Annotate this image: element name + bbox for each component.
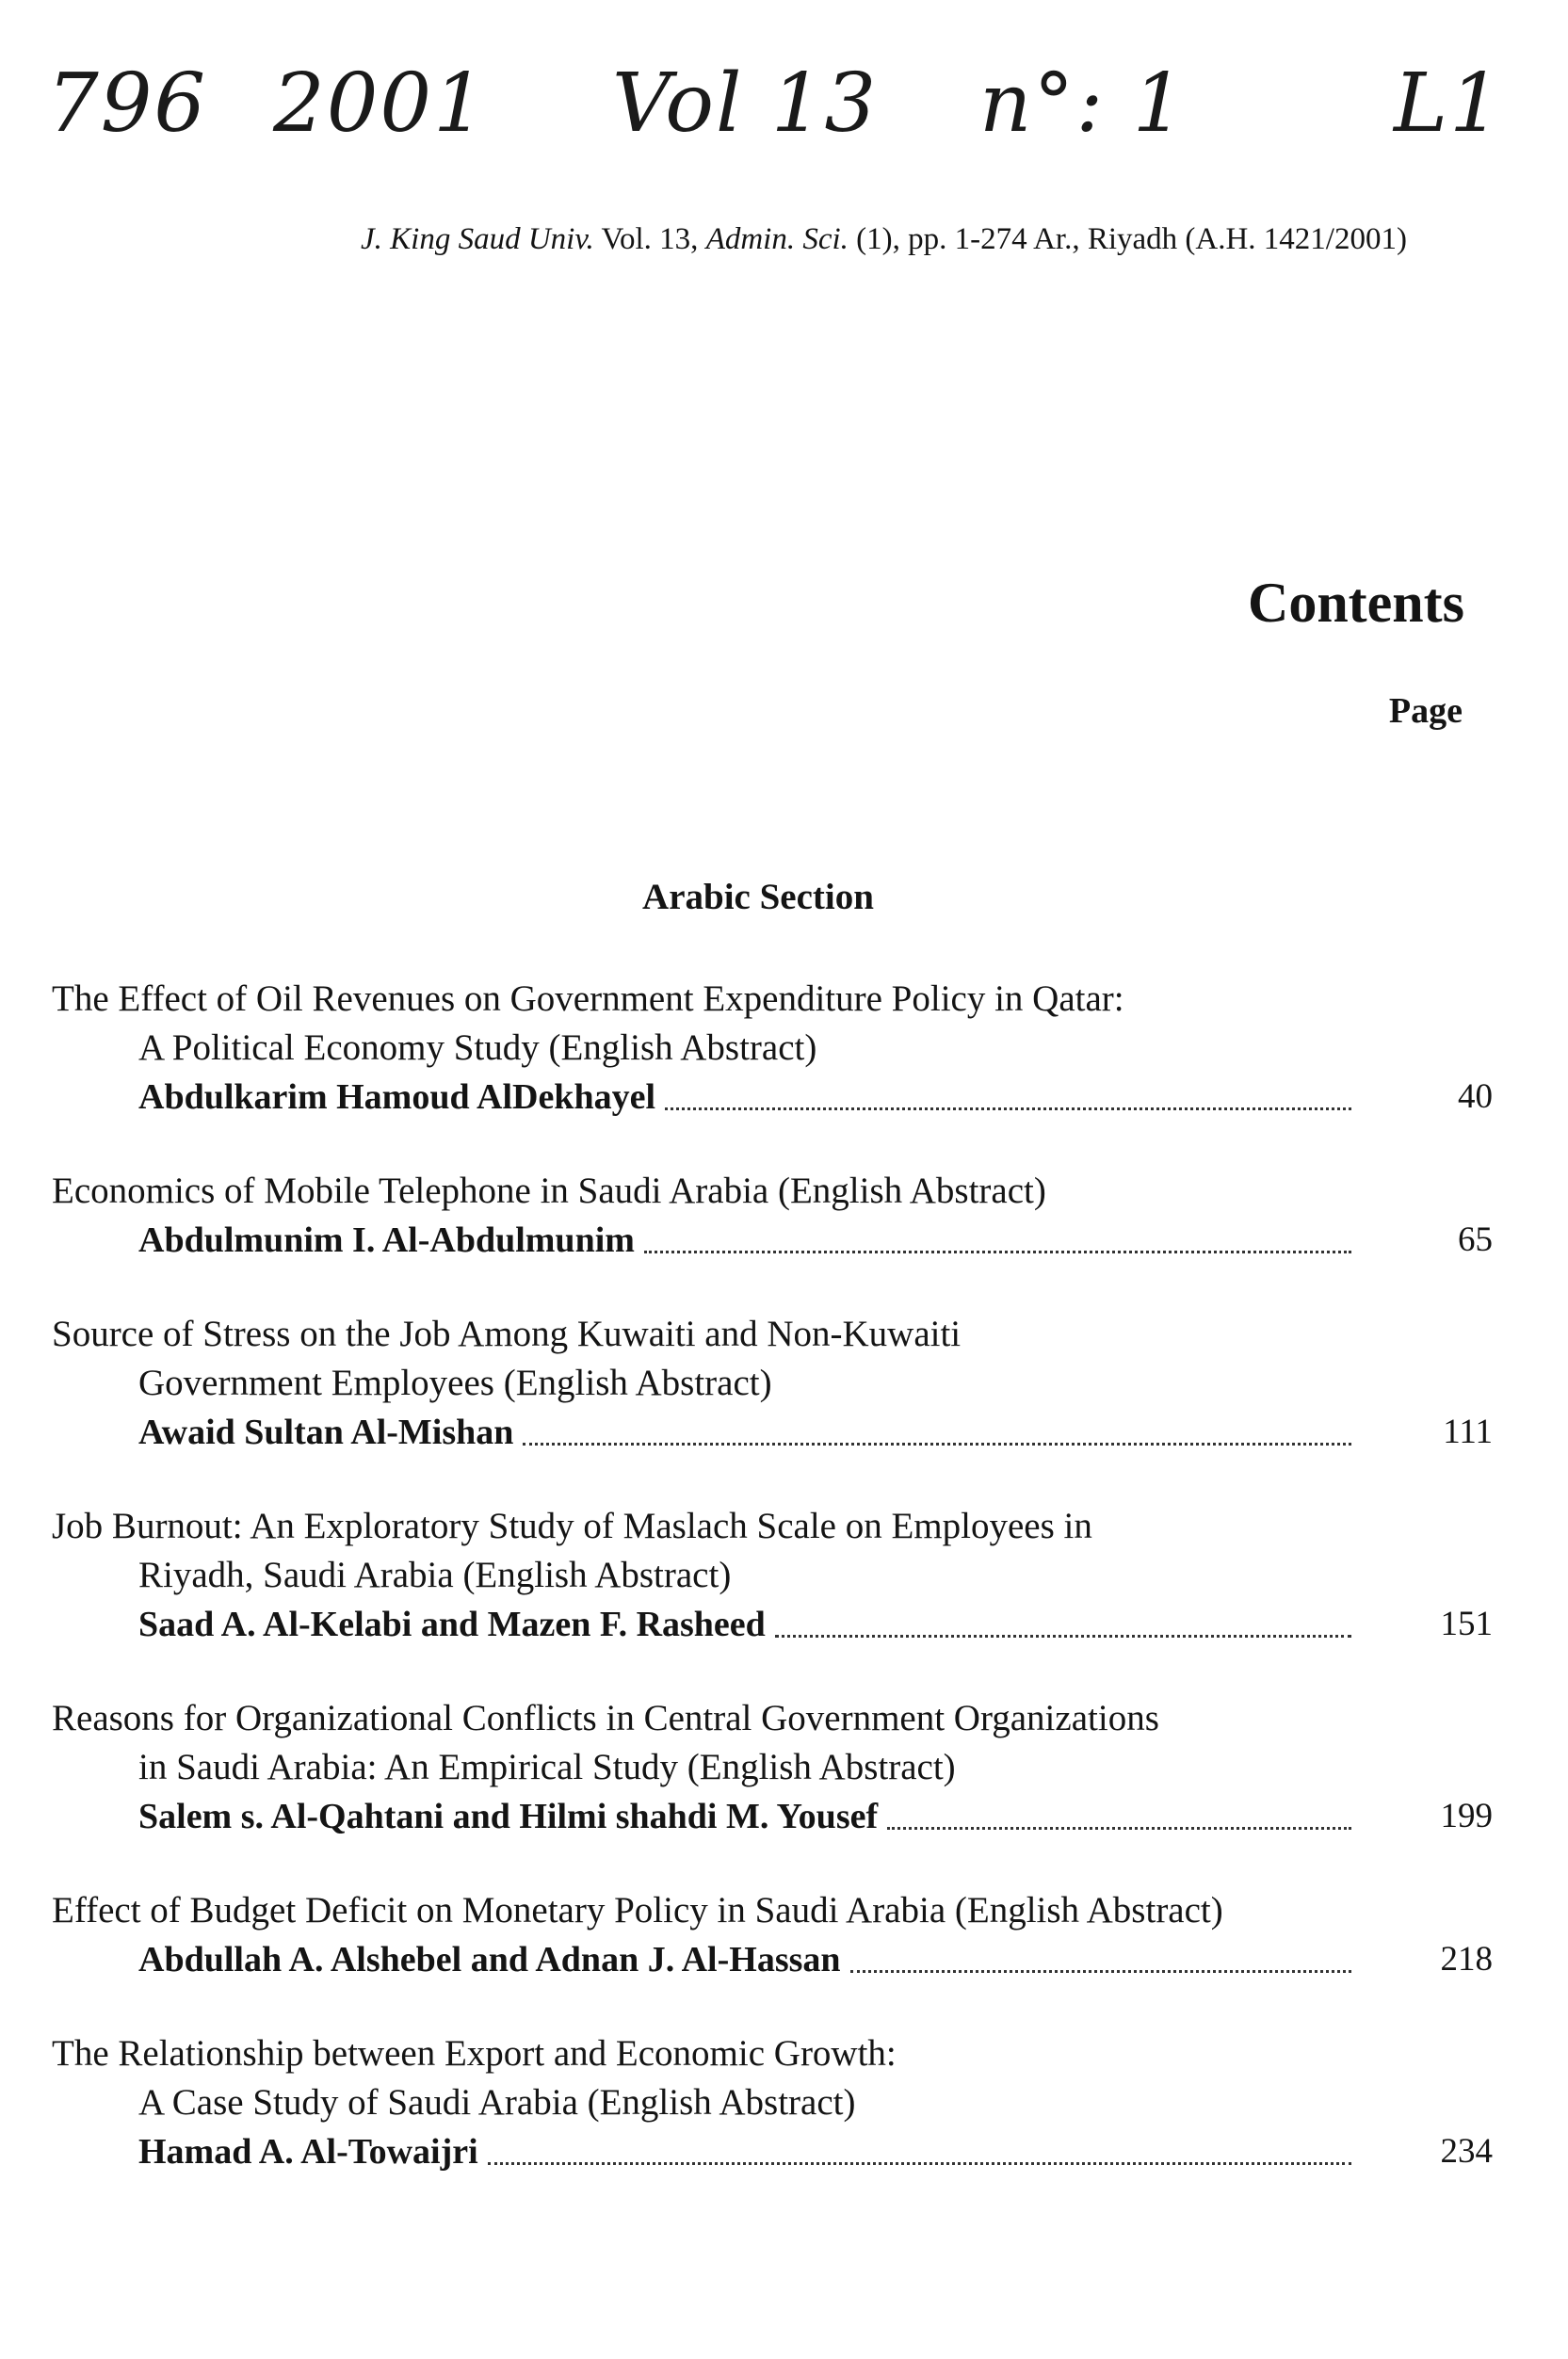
entry-title-line: in Saudi Arabia: An Empirical Study (English Abstract) bbox=[138, 1747, 956, 1787]
journal-details: (1), pp. 1-274 Ar., Riyadh (A.H. 1421/2001) bbox=[856, 222, 1407, 256]
entry-page-number: 65 bbox=[1458, 1220, 1493, 1259]
entry-authors: Saad A. Al-Kelabi and Mazen F. Rasheed bbox=[138, 1605, 766, 1644]
entry-title-line: Economics of Mobile Telephone in Saudi Arabia (English Abstract) bbox=[52, 1171, 1046, 1211]
entry-author-row bbox=[52, 1216, 1493, 1265]
entry-title-line: The Effect of Oil Revenues on Government Expenditure Policy in Qatar: bbox=[52, 978, 1124, 1019]
page-column-label: Page bbox=[1388, 691, 1463, 731]
entry-page-number: 40 bbox=[1458, 1077, 1493, 1116]
journal-citation bbox=[361, 222, 1472, 257]
entry-page-number: 199 bbox=[1440, 1797, 1493, 1835]
dot-leader bbox=[523, 1443, 1351, 1446]
entry-page-number: 111 bbox=[1443, 1413, 1493, 1451]
dot-leader bbox=[887, 1827, 1351, 1830]
entry-authors: Salem s. Al-Qahtani and Hilmi shahdi M. Yousef bbox=[138, 1797, 879, 1836]
entry-author-row bbox=[52, 2127, 1493, 2176]
entry-page-number: 234 bbox=[1440, 2132, 1493, 2171]
dot-leader bbox=[665, 1107, 1351, 1110]
toc-entry bbox=[52, 1694, 1493, 1841]
handwritten-issue: n°: 1 bbox=[979, 57, 1187, 151]
entry-authors: Abdullah A. Alshebel and Adnan J. Al-Hassan bbox=[138, 1940, 841, 1979]
handwritten-mark: L1 bbox=[1394, 57, 1503, 151]
entry-title-line: Effect of Budget Deficit on Monetary Policy in Saudi Arabia (English Abstract) bbox=[52, 1890, 1223, 1931]
entry-title-line: Reasons for Organizational Conflicts in Central Government Organizations bbox=[52, 1698, 1159, 1738]
journal-volume: Vol. 13, bbox=[601, 222, 699, 256]
entry-authors: Abdulkarim Hamoud AlDekhayel bbox=[138, 1077, 655, 1117]
entry-author-row bbox=[52, 1600, 1493, 1649]
journal-name: J. King Saud Univ. bbox=[361, 222, 594, 256]
entry-author-row bbox=[52, 1792, 1493, 1841]
handwritten-volume: Vol 13 bbox=[612, 57, 879, 151]
handwritten-annotation bbox=[38, 57, 1526, 170]
entry-title-line: Job Burnout: An Exploratory Study of Maslach Scale on Employees in bbox=[52, 1506, 1092, 1546]
entry-title-line: Source of Stress on the Job Among Kuwaiti and Non-Kuwaiti bbox=[52, 1314, 962, 1354]
entry-page-number: 151 bbox=[1440, 1605, 1493, 1643]
entry-title-line: The Relationship between Export and Economic Growth: bbox=[52, 2033, 897, 2074]
entry-title-line: Riyadh, Saudi Arabia (English Abstract) bbox=[138, 1555, 732, 1595]
handwritten-number: 796 bbox=[47, 57, 208, 151]
dot-leader bbox=[488, 2162, 1351, 2165]
dot-leader bbox=[850, 1970, 1351, 1973]
toc-entry bbox=[52, 975, 1493, 1122]
entry-authors: Awaid Sultan Al-Mishan bbox=[138, 1413, 514, 1452]
entry-title-line: A Political Economy Study (English Abstract) bbox=[138, 1027, 817, 1068]
entry-author-row bbox=[52, 1935, 1493, 1984]
contents-heading: Contents bbox=[1247, 572, 1464, 634]
dot-leader bbox=[644, 1251, 1351, 1253]
toc-entry bbox=[52, 2029, 1493, 2176]
entry-title-line: A Case Study of Saudi Arabia (English Abstract) bbox=[138, 2082, 856, 2123]
entry-page-number: 218 bbox=[1440, 1940, 1493, 1979]
entry-title-line: Government Employees (English Abstract) bbox=[138, 1363, 772, 1403]
toc-entry bbox=[52, 1502, 1493, 1649]
entry-author-row bbox=[52, 1073, 1493, 1122]
toc-entry bbox=[52, 1167, 1493, 1265]
entry-author-row bbox=[52, 1408, 1493, 1457]
entry-authors: Hamad A. Al-Towaijri bbox=[138, 2132, 478, 2172]
section-heading: Arabic Section bbox=[642, 877, 874, 917]
journal-section: Admin. Sci. bbox=[705, 222, 849, 256]
toc-entry bbox=[52, 1886, 1493, 1984]
dot-leader bbox=[775, 1635, 1351, 1638]
table-of-contents bbox=[52, 975, 1493, 2222]
handwritten-year: 2001 bbox=[273, 57, 487, 151]
entry-authors: Abdulmunim I. Al-Abdulmunim bbox=[138, 1220, 635, 1260]
toc-entry bbox=[52, 1310, 1493, 1457]
